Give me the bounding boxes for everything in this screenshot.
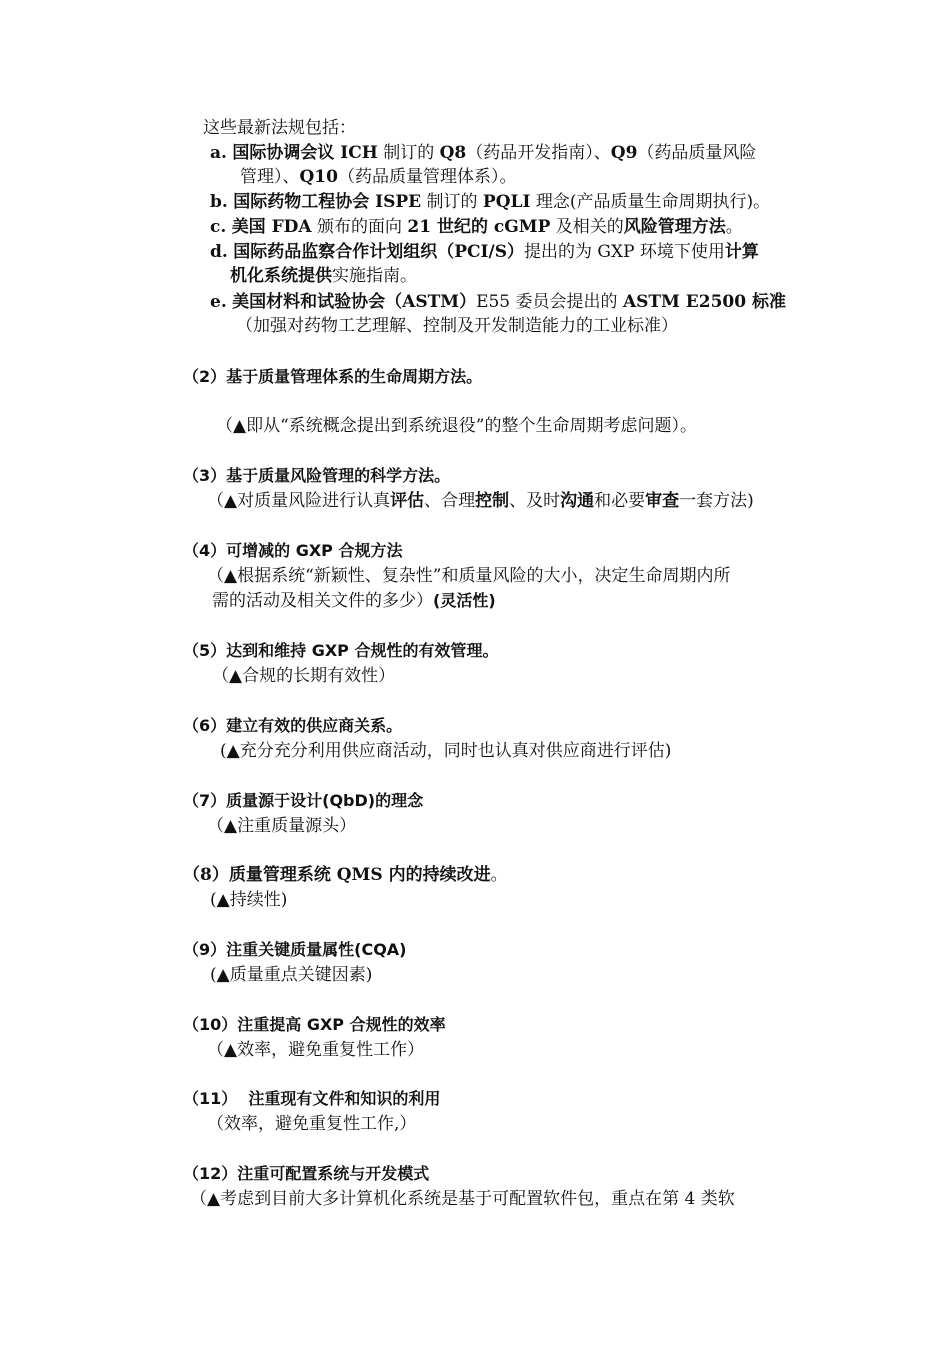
section-7-title: （7）质量源于设计(QbD)的理念 bbox=[183, 791, 424, 810]
text: 实施指南。 bbox=[332, 266, 417, 286]
text-bold: 审查 bbox=[645, 491, 680, 511]
list-marker: c. bbox=[210, 217, 227, 237]
list-item-a bbox=[210, 142, 756, 164]
list-item-d-cont bbox=[230, 265, 417, 287]
guideline-q10: Q10 bbox=[299, 167, 338, 187]
concept-pqli: PQLI bbox=[482, 192, 531, 212]
text: E55 委员会提出的 bbox=[476, 292, 623, 312]
section-9-note: (▲质量重点关键因素) bbox=[210, 965, 373, 985]
list-item-a-cont bbox=[240, 166, 516, 188]
text: （药品质量管理体系）。 bbox=[337, 167, 517, 187]
guideline-q9: Q9 bbox=[610, 143, 638, 163]
section-7-note: （▲注重质量源头） bbox=[207, 816, 357, 836]
risk-method: 风险管理方法 bbox=[623, 217, 726, 237]
org-name: 国际药物工程协会 ISPE bbox=[233, 192, 422, 212]
section-8-note: (▲持续性) bbox=[210, 890, 288, 910]
text: 及相关的 bbox=[550, 217, 624, 237]
section-5-note: （▲合规的长期有效性） bbox=[212, 666, 396, 686]
text: 制订的 bbox=[421, 192, 483, 212]
section-4-title: （4）可增减的 GXP 合规方法 bbox=[183, 541, 403, 560]
text-bold: 计算 bbox=[724, 242, 759, 262]
section-8-title-line bbox=[183, 864, 508, 886]
org-name: 美国 FDA bbox=[231, 217, 312, 237]
text: 颁布的面向 bbox=[311, 217, 408, 237]
cgmp-term: 21 世纪的 cGMP bbox=[407, 217, 551, 237]
list-item-c bbox=[210, 216, 743, 238]
standard-name: ASTM E2500 标准 bbox=[622, 292, 786, 312]
text: 。 bbox=[725, 217, 743, 237]
section-10-title: （10）注重提高 GXP 合规性的效率 bbox=[183, 1015, 446, 1034]
org-name: 国际药品监察合作计划组织（PCI/S） bbox=[233, 242, 524, 262]
org-name: 国际协调会议 ICH bbox=[232, 143, 378, 163]
section-3-note bbox=[207, 490, 754, 512]
text: 、及时 bbox=[509, 491, 561, 511]
text-bold: 机化系统提供 bbox=[230, 266, 332, 286]
text: （加强对药物工艺理解、控制及开发制造能力的工业标准） bbox=[236, 316, 678, 336]
text: 和必要 bbox=[594, 491, 646, 511]
section-5-title: （5）达到和维持 GXP 合规性的有效管理。 bbox=[183, 641, 499, 660]
text-bold: (灵活性) bbox=[433, 591, 496, 610]
list-item-e bbox=[210, 291, 786, 313]
text: 一套方法) bbox=[679, 491, 754, 511]
list-marker: a. bbox=[210, 143, 227, 163]
list-item-b bbox=[210, 191, 770, 213]
text: 。 bbox=[490, 865, 508, 885]
section-11-note: （效率，避免重复性工作,） bbox=[207, 1114, 417, 1134]
section-9-title: （9）注重关键质量属性(CQA) bbox=[183, 940, 407, 959]
section-6-note: (▲充分充分利用供应商活动，同时也认真对供应商进行评估) bbox=[220, 741, 672, 761]
text: 提出的为 GXP 环境下使用 bbox=[523, 242, 725, 262]
text: 管理）、 bbox=[240, 167, 300, 187]
section-2-note: （▲即从“系统概念提出到系统退役”的整个生命周期考虑问题）。 bbox=[216, 416, 697, 436]
section-12-title: （12）注重可配置系统与开发模式 bbox=[183, 1164, 430, 1183]
list-marker: e. bbox=[210, 292, 227, 312]
text: （药品开发指南）、 bbox=[466, 143, 611, 163]
text-bold: 沟通 bbox=[560, 491, 595, 511]
text: 制订的 bbox=[377, 143, 440, 163]
section-3-title: （3）基于质量风险管理的科学方法。 bbox=[183, 466, 451, 485]
text: （药品质量风险 bbox=[637, 143, 757, 163]
section-2-title: （2）基于质量管理体系的生命周期方法。 bbox=[183, 367, 483, 386]
section-8-title: （8）质量管理系统 QMS 内的持续改进 bbox=[183, 865, 491, 885]
intro-text: 这些最新法规包括： bbox=[203, 118, 356, 138]
text: （▲对质量风险进行认真 bbox=[207, 491, 391, 511]
section-11-title: （11） 注重现有文件和知识的利用 bbox=[183, 1089, 441, 1108]
text: 需的活动及相关文件的多少） bbox=[212, 591, 433, 611]
org-name: 美国材料和试验协会（ASTM） bbox=[232, 292, 477, 312]
text-bold: 控制 bbox=[475, 491, 510, 511]
intro-line bbox=[203, 117, 356, 139]
section-4-note-2 bbox=[212, 590, 496, 612]
text: 、合理 bbox=[424, 491, 476, 511]
list-marker: b. bbox=[210, 192, 228, 212]
guideline-q8: Q8 bbox=[439, 143, 467, 163]
section-10-note: （▲效率，避免重复性工作） bbox=[207, 1040, 425, 1060]
list-item-d bbox=[210, 241, 759, 263]
text-bold: 评估 bbox=[390, 491, 425, 511]
list-marker: d. bbox=[210, 242, 228, 262]
text: 理念(产品质量生命周期执行)。 bbox=[530, 192, 771, 212]
section-4-note-1: （▲根据系统“新颖性、复杂性”和质量风险的大小，决定生命周期内所 bbox=[207, 566, 731, 586]
list-item-e-cont bbox=[236, 315, 678, 337]
section-12-note: （▲考虑到目前大多计算机化系统是基于可配置软件包，重点在第 4 类软 bbox=[190, 1189, 735, 1209]
section-6-title: （6）建立有效的供应商关系。 bbox=[183, 716, 403, 735]
